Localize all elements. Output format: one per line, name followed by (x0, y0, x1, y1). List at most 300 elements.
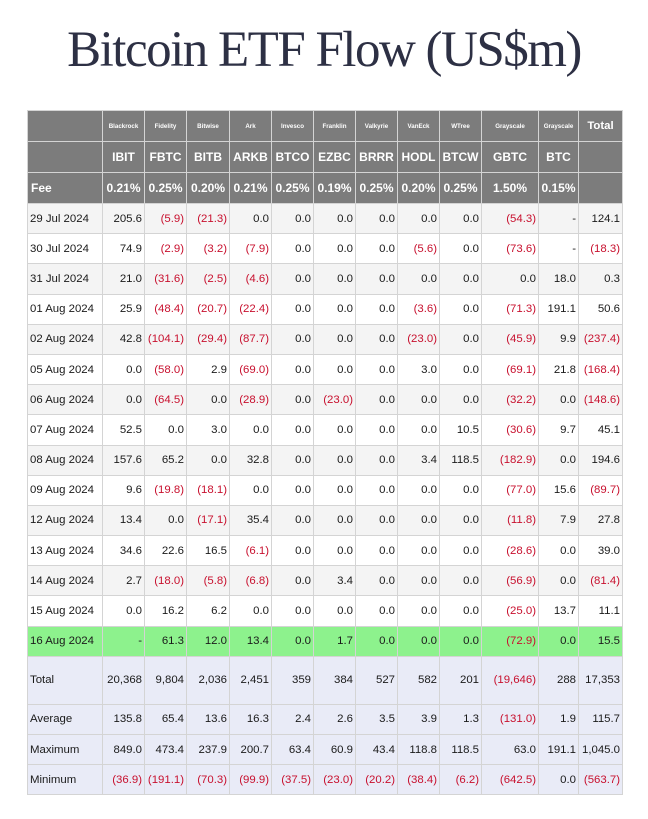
date-cell: 08 Aug 2024 (28, 445, 103, 475)
summary-cell: 65.4 (145, 704, 187, 734)
flow-cell: (45.9) (482, 324, 539, 354)
flow-cell: (23.0) (398, 324, 440, 354)
flow-cell: 0.0 (314, 505, 356, 535)
summary-cell: 2.6 (314, 704, 356, 734)
date-cell: 12 Aug 2024 (28, 505, 103, 535)
flow-cell: 13.4 (103, 505, 145, 535)
flow-cell: 0.0 (314, 234, 356, 264)
flow-cell: 15.6 (539, 475, 579, 505)
flow-cell: 0.0 (356, 324, 398, 354)
flow-cell: 0.0 (440, 536, 482, 566)
table-row (28, 445, 623, 475)
table-row (28, 324, 623, 354)
flow-cell: 0.0 (356, 475, 398, 505)
date-cell: 14 Aug 2024 (28, 566, 103, 596)
flow-cell: (17.1) (187, 505, 230, 535)
flow-cell: (48.4) (145, 294, 187, 324)
flow-cell: 0.0 (230, 415, 272, 445)
table-row (28, 626, 623, 656)
summary-label-cell: Total (28, 656, 103, 704)
flow-cell: 0.0 (103, 596, 145, 626)
flow-cell: - (103, 626, 145, 656)
summary-label-cell: Average (28, 704, 103, 734)
summary-total-cell: (563.7) (579, 765, 623, 795)
flow-cell: 0.0 (356, 385, 398, 415)
flow-cell: 12.0 (187, 626, 230, 656)
flow-cell: 9.6 (103, 475, 145, 505)
flow-cell: 32.8 (230, 445, 272, 475)
flow-cell: (11.8) (482, 505, 539, 535)
issuer-header-cell: Fidelity (145, 111, 187, 142)
table-row (28, 294, 623, 324)
flow-cell: (22.4) (230, 294, 272, 324)
issuer-header-cell: Bitwise (187, 111, 230, 142)
flow-cell: 0.0 (440, 596, 482, 626)
ticker-header-cell: ARKB (230, 142, 272, 173)
table-row (28, 385, 623, 415)
summary-cell: (37.5) (272, 765, 314, 795)
flow-cell: 18.0 (539, 264, 579, 294)
ticker-header-cell: EZBC (314, 142, 356, 173)
flow-cell: 0.0 (398, 626, 440, 656)
table-row (28, 415, 623, 445)
summary-label-cell: Maximum (28, 735, 103, 765)
flow-cell: 0.0 (145, 505, 187, 535)
flow-cell: 0.0 (272, 596, 314, 626)
flow-cell: 0.0 (398, 536, 440, 566)
flow-cell: 0.0 (314, 596, 356, 626)
flow-cell: (30.6) (482, 415, 539, 445)
flow-cell: 0.0 (398, 505, 440, 535)
table-row (28, 204, 623, 234)
flow-cell: 9.7 (539, 415, 579, 445)
issuer-header-cell: Invesco (272, 111, 314, 142)
summary-cell: 2,036 (187, 656, 230, 704)
flow-cell: (3.2) (187, 234, 230, 264)
flow-cell: 0.0 (145, 415, 187, 445)
summary-cell: 527 (356, 656, 398, 704)
date-cell: 05 Aug 2024 (28, 354, 103, 384)
row-total-cell: (148.6) (579, 385, 623, 415)
flow-cell: 0.0 (356, 566, 398, 596)
flow-cell: (2.5) (187, 264, 230, 294)
summary-cell: 200.7 (230, 735, 272, 765)
flow-cell: 0.0 (356, 354, 398, 384)
flow-cell: 0.0 (440, 626, 482, 656)
flow-cell: 0.0 (272, 294, 314, 324)
flow-cell: 0.0 (539, 445, 579, 475)
flow-cell: 1.7 (314, 626, 356, 656)
flow-cell: 22.6 (145, 536, 187, 566)
row-total-cell: 0.3 (579, 264, 623, 294)
flow-cell: 0.0 (356, 294, 398, 324)
flow-cell: (77.0) (482, 475, 539, 505)
flow-cell: (87.7) (230, 324, 272, 354)
flow-cell: 52.5 (103, 415, 145, 445)
flow-cell: 7.9 (539, 505, 579, 535)
row-total-cell: 15.5 (579, 626, 623, 656)
flow-cell: 0.0 (103, 385, 145, 415)
flow-cell: (5.6) (398, 234, 440, 264)
flow-cell: 0.0 (356, 536, 398, 566)
summary-cell: 201 (440, 656, 482, 704)
ticker-header-cell: BTCO (272, 142, 314, 173)
summary-cell: 135.8 (103, 704, 145, 734)
fee-cell: 1.50% (482, 173, 539, 204)
ticker-header-cell: BITB (187, 142, 230, 173)
issuer-header-row (28, 111, 623, 142)
flow-cell: 2.7 (103, 566, 145, 596)
date-cell: 01 Aug 2024 (28, 294, 103, 324)
date-cell: 06 Aug 2024 (28, 385, 103, 415)
ticker-header-cell: BRRR (356, 142, 398, 173)
flow-cell: 16.5 (187, 536, 230, 566)
issuer-header-cell: VanEck (398, 111, 440, 142)
summary-cell: 1.3 (440, 704, 482, 734)
flow-cell: 0.0 (356, 445, 398, 475)
flow-cell: 10.5 (440, 415, 482, 445)
flow-cell: 0.0 (314, 324, 356, 354)
flow-cell: 0.0 (230, 596, 272, 626)
fee-cell: 0.19% (314, 173, 356, 204)
flow-cell: 0.0 (398, 415, 440, 445)
flow-cell: (21.3) (187, 204, 230, 234)
flow-cell: 0.0 (272, 234, 314, 264)
flow-cell: 0.0 (440, 324, 482, 354)
issuer-header-cell: Blackrock (103, 111, 145, 142)
ticker-header-cell: BTC (539, 142, 579, 173)
flow-cell: 0.0 (440, 264, 482, 294)
row-total-cell: (237.4) (579, 324, 623, 354)
ticker-header-cell: BTCW (440, 142, 482, 173)
flow-cell: 61.3 (145, 626, 187, 656)
flow-cell: (182.9) (482, 445, 539, 475)
fee-cell: 0.25% (272, 173, 314, 204)
flow-cell: 0.0 (398, 385, 440, 415)
flow-cell: (6.8) (230, 566, 272, 596)
row-total-cell: 124.1 (579, 204, 623, 234)
row-total-cell: 194.6 (579, 445, 623, 475)
flow-cell: 0.0 (356, 626, 398, 656)
flow-cell: (64.5) (145, 385, 187, 415)
date-cell: 15 Aug 2024 (28, 596, 103, 626)
summary-cell: 359 (272, 656, 314, 704)
row-total-cell: 50.6 (579, 294, 623, 324)
flow-cell: 3.4 (398, 445, 440, 475)
ticker-header-cell: IBIT (103, 142, 145, 173)
flow-cell: (73.6) (482, 234, 539, 264)
table-row (28, 475, 623, 505)
summary-cell: (99.9) (230, 765, 272, 795)
flow-cell: 0.0 (272, 324, 314, 354)
flow-cell: 0.0 (314, 204, 356, 234)
flow-cell: 0.0 (440, 475, 482, 505)
summary-cell: 20,368 (103, 656, 145, 704)
summary-cell: (38.4) (398, 765, 440, 795)
summary-total-cell: 115.7 (579, 704, 623, 734)
flow-cell: 0.0 (398, 566, 440, 596)
issuer-header-cell: Franklin (314, 111, 356, 142)
flow-cell: 21.8 (539, 354, 579, 384)
summary-cell: (23.0) (314, 765, 356, 795)
summary-cell: 3.9 (398, 704, 440, 734)
summary-label-cell: Minimum (28, 765, 103, 795)
flow-cell: 0.0 (314, 536, 356, 566)
flow-cell: 0.0 (314, 354, 356, 384)
table-row (28, 505, 623, 535)
flow-cell: 74.9 (103, 234, 145, 264)
row-total-cell: (18.3) (579, 234, 623, 264)
table-row (28, 566, 623, 596)
flow-cell: 0.0 (272, 354, 314, 384)
etf-flow-table (27, 110, 623, 795)
fee-cell: 0.21% (230, 173, 272, 204)
flow-cell: 0.0 (272, 475, 314, 505)
flow-cell: 0.0 (398, 475, 440, 505)
summary-cell: (20.2) (356, 765, 398, 795)
row-total-cell: 39.0 (579, 536, 623, 566)
flow-cell: 0.0 (440, 385, 482, 415)
date-cell: 30 Jul 2024 (28, 234, 103, 264)
summary-total-cell: 1,045.0 (579, 735, 623, 765)
flow-cell: 34.6 (103, 536, 145, 566)
flow-cell: 0.0 (356, 596, 398, 626)
flow-cell: 118.5 (440, 445, 482, 475)
flow-cell: 0.0 (314, 475, 356, 505)
summary-row (28, 765, 623, 795)
flow-cell: 0.0 (398, 204, 440, 234)
flow-cell: (5.8) (187, 566, 230, 596)
summary-cell: (19,646) (482, 656, 539, 704)
summary-total-cell: 17,353 (579, 656, 623, 704)
summary-cell: 288 (539, 656, 579, 704)
header-blank-cell (579, 142, 623, 173)
issuer-header-cell: Grayscale (482, 111, 539, 142)
summary-cell: 9,804 (145, 656, 187, 704)
fee-cell: 0.20% (187, 173, 230, 204)
flow-cell: 157.6 (103, 445, 145, 475)
flow-cell: 9.9 (539, 324, 579, 354)
flow-cell: (25.0) (482, 596, 539, 626)
flow-cell: (23.0) (314, 385, 356, 415)
flow-cell: 0.0 (539, 536, 579, 566)
date-cell: 13 Aug 2024 (28, 536, 103, 566)
row-total-cell: (81.4) (579, 566, 623, 596)
flow-cell: (56.9) (482, 566, 539, 596)
issuer-header-cell: Ark (230, 111, 272, 142)
summary-cell: 849.0 (103, 735, 145, 765)
flow-cell: (18.1) (187, 475, 230, 505)
fee-cell: 0.25% (145, 173, 187, 204)
summary-cell: 63.4 (272, 735, 314, 765)
flow-cell: 205.6 (103, 204, 145, 234)
flow-cell: 3.4 (314, 566, 356, 596)
flow-cell: (28.6) (482, 536, 539, 566)
fee-cell: 0.15% (539, 173, 579, 204)
flow-cell: (31.6) (145, 264, 187, 294)
flow-cell: (3.6) (398, 294, 440, 324)
flow-cell: 0.0 (539, 385, 579, 415)
table-row (28, 234, 623, 264)
flow-cell: 13.7 (539, 596, 579, 626)
flow-cell: 0.0 (272, 626, 314, 656)
flow-cell: 3.0 (398, 354, 440, 384)
row-total-cell: 27.8 (579, 505, 623, 535)
issuer-header-cell: Valkyrie (356, 111, 398, 142)
summary-cell: (6.2) (440, 765, 482, 795)
flow-cell: 191.1 (539, 294, 579, 324)
header-blank-cell (28, 142, 103, 173)
flow-cell: 0.0 (103, 354, 145, 384)
ticker-header-cell: GBTC (482, 142, 539, 173)
flow-cell: (28.9) (230, 385, 272, 415)
flow-cell: 0.0 (272, 415, 314, 445)
flow-cell: 0.0 (539, 626, 579, 656)
row-total-cell: (168.4) (579, 354, 623, 384)
table-row (28, 536, 623, 566)
summary-cell: 3.5 (356, 704, 398, 734)
date-cell: 16 Aug 2024 (28, 626, 103, 656)
flow-cell: 0.0 (482, 264, 539, 294)
flow-cell: - (539, 204, 579, 234)
flow-cell: (69.0) (230, 354, 272, 384)
summary-cell: (191.1) (145, 765, 187, 795)
flow-cell: 0.0 (356, 204, 398, 234)
flow-cell: (104.1) (145, 324, 187, 354)
header-blank-cell (579, 173, 623, 204)
flow-cell: 0.0 (230, 204, 272, 234)
page-title: Bitcoin ETF Flow (US$m) (67, 22, 581, 78)
date-cell: 02 Aug 2024 (28, 324, 103, 354)
flow-cell: 13.4 (230, 626, 272, 656)
summary-cell: 43.4 (356, 735, 398, 765)
date-cell: 31 Jul 2024 (28, 264, 103, 294)
summary-cell: 0.0 (539, 765, 579, 795)
flow-cell: 0.0 (356, 505, 398, 535)
flow-cell: 0.0 (356, 415, 398, 445)
flow-cell: (69.1) (482, 354, 539, 384)
flow-cell: (20.7) (187, 294, 230, 324)
fee-label-cell: Fee (28, 173, 103, 204)
table-row (28, 354, 623, 384)
summary-cell: 16.3 (230, 704, 272, 734)
flow-cell: 3.0 (187, 415, 230, 445)
summary-cell: (131.0) (482, 704, 539, 734)
issuer-header-cell: WTree (440, 111, 482, 142)
summary-row (28, 656, 623, 704)
flow-cell: 0.0 (272, 445, 314, 475)
summary-row (28, 704, 623, 734)
flow-cell: (7.9) (230, 234, 272, 264)
flow-cell: - (539, 234, 579, 264)
flow-cell: 0.0 (314, 445, 356, 475)
summary-cell: 118.5 (440, 735, 482, 765)
flow-cell: 65.2 (145, 445, 187, 475)
flow-cell: (18.0) (145, 566, 187, 596)
flow-cell: 0.0 (440, 505, 482, 535)
date-cell: 07 Aug 2024 (28, 415, 103, 445)
flow-cell: (6.1) (230, 536, 272, 566)
flow-cell: 42.8 (103, 324, 145, 354)
flow-cell: 6.2 (187, 596, 230, 626)
flow-cell: 0.0 (187, 445, 230, 475)
flow-cell: 0.0 (272, 566, 314, 596)
date-cell: 09 Aug 2024 (28, 475, 103, 505)
summary-cell: 1.9 (539, 704, 579, 734)
issuer-header-cell: Grayscale (539, 111, 579, 142)
ticker-header-cell: FBTC (145, 142, 187, 173)
ticker-header-row (28, 142, 623, 173)
flow-cell: (2.9) (145, 234, 187, 264)
flow-cell: (19.8) (145, 475, 187, 505)
summary-cell: 473.4 (145, 735, 187, 765)
flow-cell: 0.0 (272, 505, 314, 535)
row-total-cell: (89.7) (579, 475, 623, 505)
ticker-header-cell: HODL (398, 142, 440, 173)
flow-cell: (58.0) (145, 354, 187, 384)
flow-cell: 16.2 (145, 596, 187, 626)
flow-cell: 0.0 (272, 204, 314, 234)
flow-cell: 0.0 (272, 264, 314, 294)
date-cell: 29 Jul 2024 (28, 204, 103, 234)
flow-cell: (54.3) (482, 204, 539, 234)
flow-cell: 0.0 (314, 294, 356, 324)
flow-cell: 0.0 (440, 566, 482, 596)
summary-cell: 237.9 (187, 735, 230, 765)
flow-cell: 0.0 (539, 566, 579, 596)
fee-cell: 0.20% (398, 173, 440, 204)
flow-cell: 21.0 (103, 264, 145, 294)
flow-cell: 0.0 (398, 596, 440, 626)
summary-cell: 582 (398, 656, 440, 704)
total-header-cell: Total (579, 111, 623, 142)
flow-cell: 0.0 (314, 415, 356, 445)
flow-cell: 0.0 (440, 294, 482, 324)
row-total-cell: 45.1 (579, 415, 623, 445)
flow-cell: (72.9) (482, 626, 539, 656)
flow-cell: 35.4 (230, 505, 272, 535)
header-blank-cell (28, 111, 103, 142)
flow-cell: (29.4) (187, 324, 230, 354)
flow-cell: 0.0 (230, 475, 272, 505)
flow-cell: 0.0 (398, 264, 440, 294)
flow-cell: (5.9) (145, 204, 187, 234)
flow-cell: 0.0 (187, 385, 230, 415)
flow-cell: 25.9 (103, 294, 145, 324)
summary-cell: 191.1 (539, 735, 579, 765)
flow-cell: 0.0 (440, 354, 482, 384)
summary-cell: 384 (314, 656, 356, 704)
summary-cell: 2,451 (230, 656, 272, 704)
flow-cell: 2.9 (187, 354, 230, 384)
flow-cell: 0.0 (272, 385, 314, 415)
summary-cell: 63.0 (482, 735, 539, 765)
flow-cell: 0.0 (314, 264, 356, 294)
table-row (28, 596, 623, 626)
flow-cell: 0.0 (356, 234, 398, 264)
summary-cell: 13.6 (187, 704, 230, 734)
table-row (28, 264, 623, 294)
row-total-cell: 11.1 (579, 596, 623, 626)
summary-cell: 60.9 (314, 735, 356, 765)
fee-cell: 0.21% (103, 173, 145, 204)
flow-cell: 0.0 (356, 264, 398, 294)
summary-cell: (642.5) (482, 765, 539, 795)
summary-cell: (36.9) (103, 765, 145, 795)
summary-cell: 118.8 (398, 735, 440, 765)
fee-cell: 0.25% (356, 173, 398, 204)
summary-cell: 2.4 (272, 704, 314, 734)
